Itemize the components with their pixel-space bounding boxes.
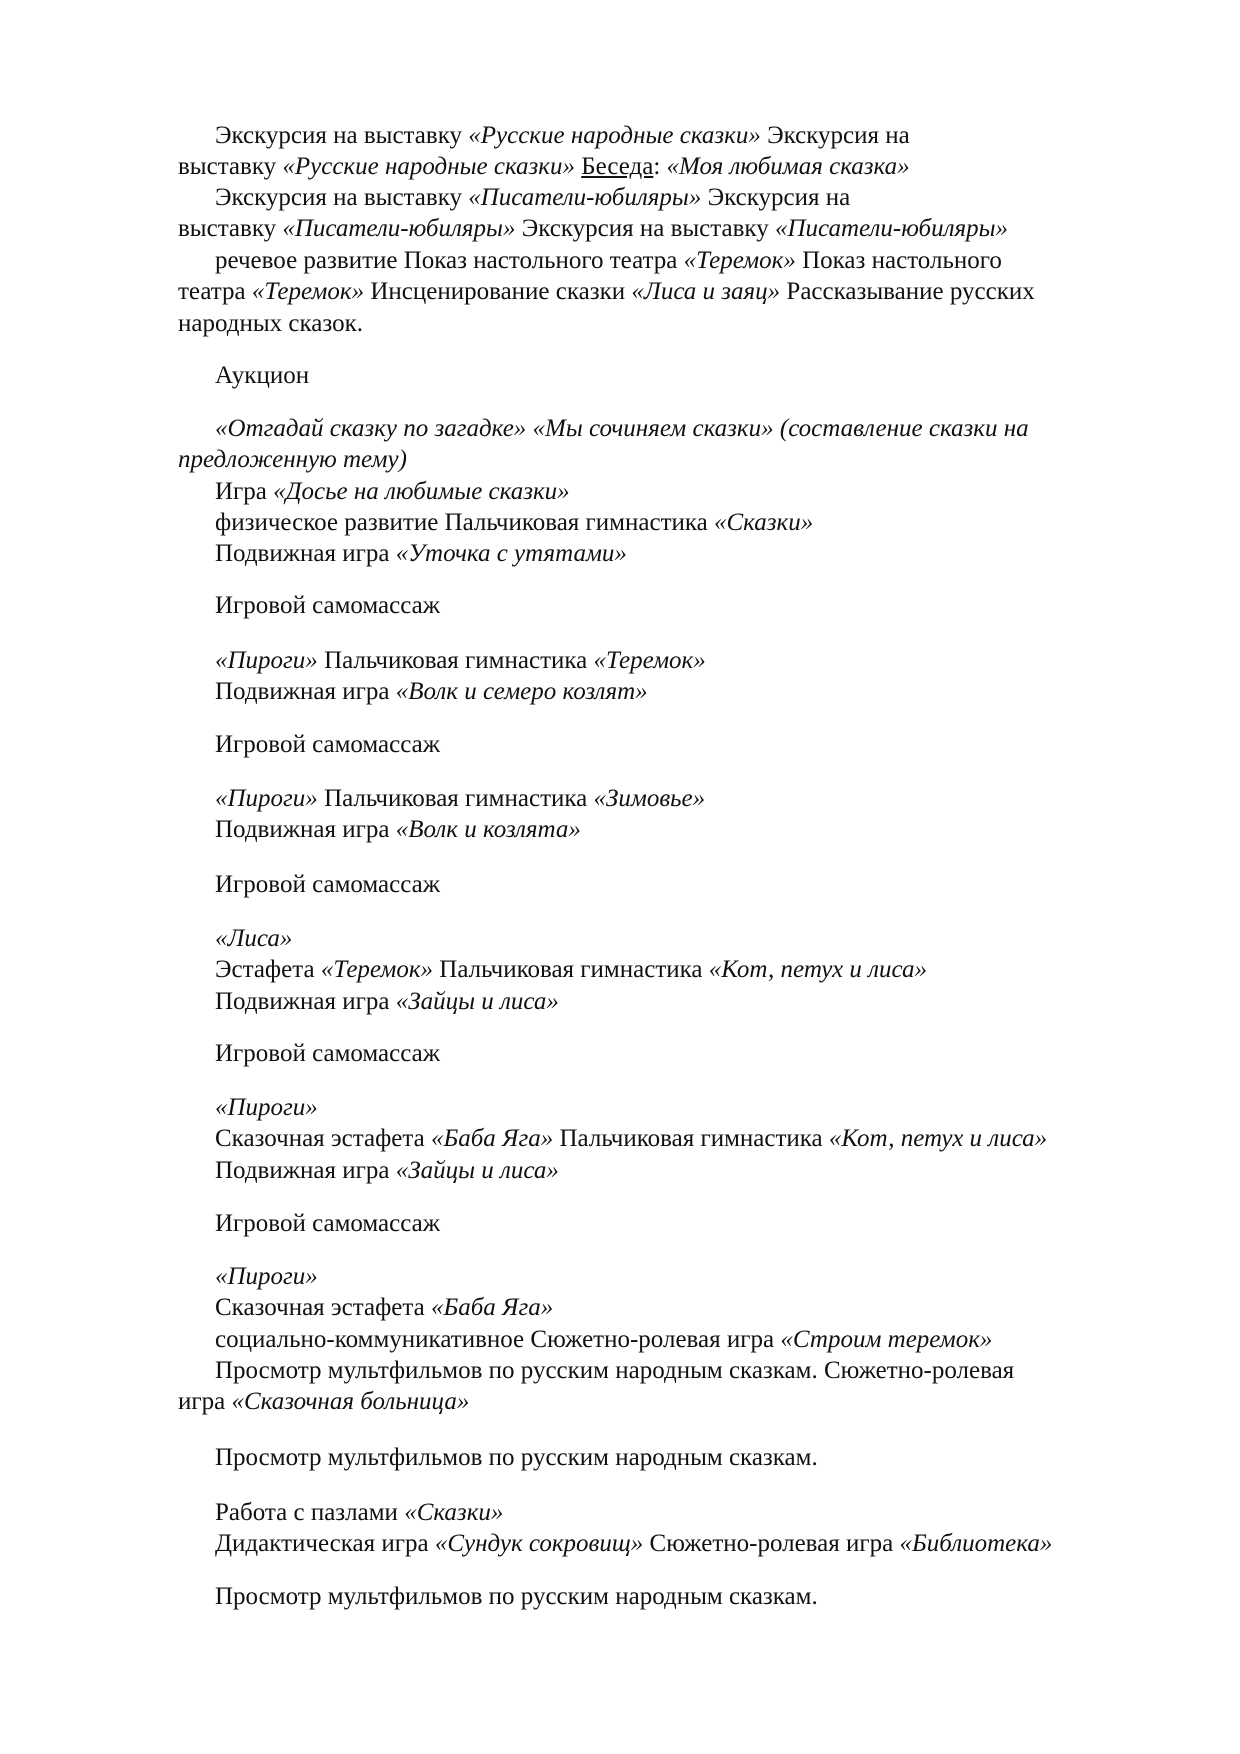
paragraph-self-massage-1: Игровой самомассаж xyxy=(215,592,441,619)
paragraph-social-communicative xyxy=(178,1261,1138,1417)
text-line: «Пироги» Пальчиковая гимнастика «Теремок» xyxy=(215,647,706,674)
text-line: Сказочная эстафета «Баба Яга» xyxy=(215,1294,554,1322)
text-line: «Лиса» xyxy=(215,925,293,952)
text-line: Подвижная игра «Волк и семеро козлят» xyxy=(215,678,648,706)
paragraph-lisa-relay xyxy=(178,923,1138,1017)
text-line: Подвижная игра «Волк и козлята» xyxy=(215,816,581,844)
text-line: Сказочная эстафета «Баба Яга» Пальчиковая гимнастика «Кот, петух и лиса» xyxy=(215,1125,1048,1153)
text-line: Игра «Досье на любимые сказки» xyxy=(215,477,570,505)
text-line: Эстафета «Теремок» Пальчиковая гимнастика «Кот, петух и лиса» xyxy=(215,956,927,984)
text-line: Дидактическая игра «Сундук сокровищ» Сюжетно-ролевая игра «Библиотека» xyxy=(215,1530,1053,1558)
text-line: Экскурсия на выставку «Писатели-юбиляры» Экскурсия на xyxy=(215,184,851,211)
text-line: речевое развитие Показ настольного театра «Теремок» Показ настольного xyxy=(215,247,1002,274)
text-line: предложенную тему) xyxy=(178,446,407,474)
paragraph-excursion-fairy-tales xyxy=(178,120,1138,183)
paragraph-self-massage-4: Игровой самомассаж xyxy=(215,1040,441,1067)
paragraph-puzzles xyxy=(178,1497,1138,1560)
paragraph-cartoons-2: Просмотр мультфильмов по русским народным сказкам. xyxy=(215,1583,818,1610)
text-line: «Пироги» Пальчиковая гимнастика «Зимовье» xyxy=(215,785,706,812)
text-line: физическое развитие Пальчиковая гимнастика «Сказки» xyxy=(215,508,814,536)
text-line: Подвижная игра «Уточка с утятами» xyxy=(215,540,627,568)
text-line: народных сказок. xyxy=(178,309,363,337)
text-line: игра «Сказочная больница» xyxy=(178,1388,470,1416)
paragraph-pirogi-zimovye xyxy=(178,783,1138,846)
text-line: выставку «Писатели-юбиляры» Экскурсия на выставку «Писатели-юбиляры» xyxy=(178,215,1009,243)
paragraph-speech-development xyxy=(178,245,1138,339)
paragraph-auction: Аукцион xyxy=(215,362,310,389)
text-line: «Пироги» xyxy=(215,1094,318,1121)
paragraph-baba-yaga-relay xyxy=(178,1092,1138,1186)
text-line: Экскурсия на выставку «Русские народные сказки» Экскурсия на xyxy=(215,122,910,149)
text-line: «Отгадай сказку по загадке» «Мы сочиняем сказки» (составление сказки на xyxy=(215,415,1029,442)
text-line: выставку «Русские народные сказки» Беседа: «Моя любимая сказка» xyxy=(178,153,910,181)
text-line: театра «Теремок» Инсценирование сказки «Лиса и заяц» Рассказывание русских xyxy=(178,278,1035,306)
paragraph-riddle-games xyxy=(178,413,1138,569)
paragraph-cartoons-1: Просмотр мультфильмов по русским народным сказкам. xyxy=(215,1444,818,1471)
text-line: Работа с пазлами «Сказки» xyxy=(215,1499,504,1526)
paragraph-self-massage-3: Игровой самомассаж xyxy=(215,871,441,898)
paragraph-self-massage-2: Игровой самомассаж xyxy=(215,731,441,758)
text-line: Подвижная игра «Зайцы и лиса» xyxy=(215,987,559,1015)
text-line: «Пироги» xyxy=(215,1263,318,1290)
paragraph-pirogi-teremok xyxy=(178,645,1138,708)
conversation-link[interactable]: Беседа xyxy=(581,153,654,181)
paragraph-excursion-writers xyxy=(178,182,1138,245)
text-line: Просмотр мультфильмов по русским народным сказкам. Сюжетно-ролевая xyxy=(215,1356,1015,1384)
paragraph-self-massage-5: Игровой самомассаж xyxy=(215,1210,441,1237)
text-line: Подвижная игра «Зайцы и лиса» xyxy=(215,1156,559,1184)
text-line: социально-коммуникативное Сюжетно-ролевая игра «Строим теремок» xyxy=(215,1325,993,1353)
